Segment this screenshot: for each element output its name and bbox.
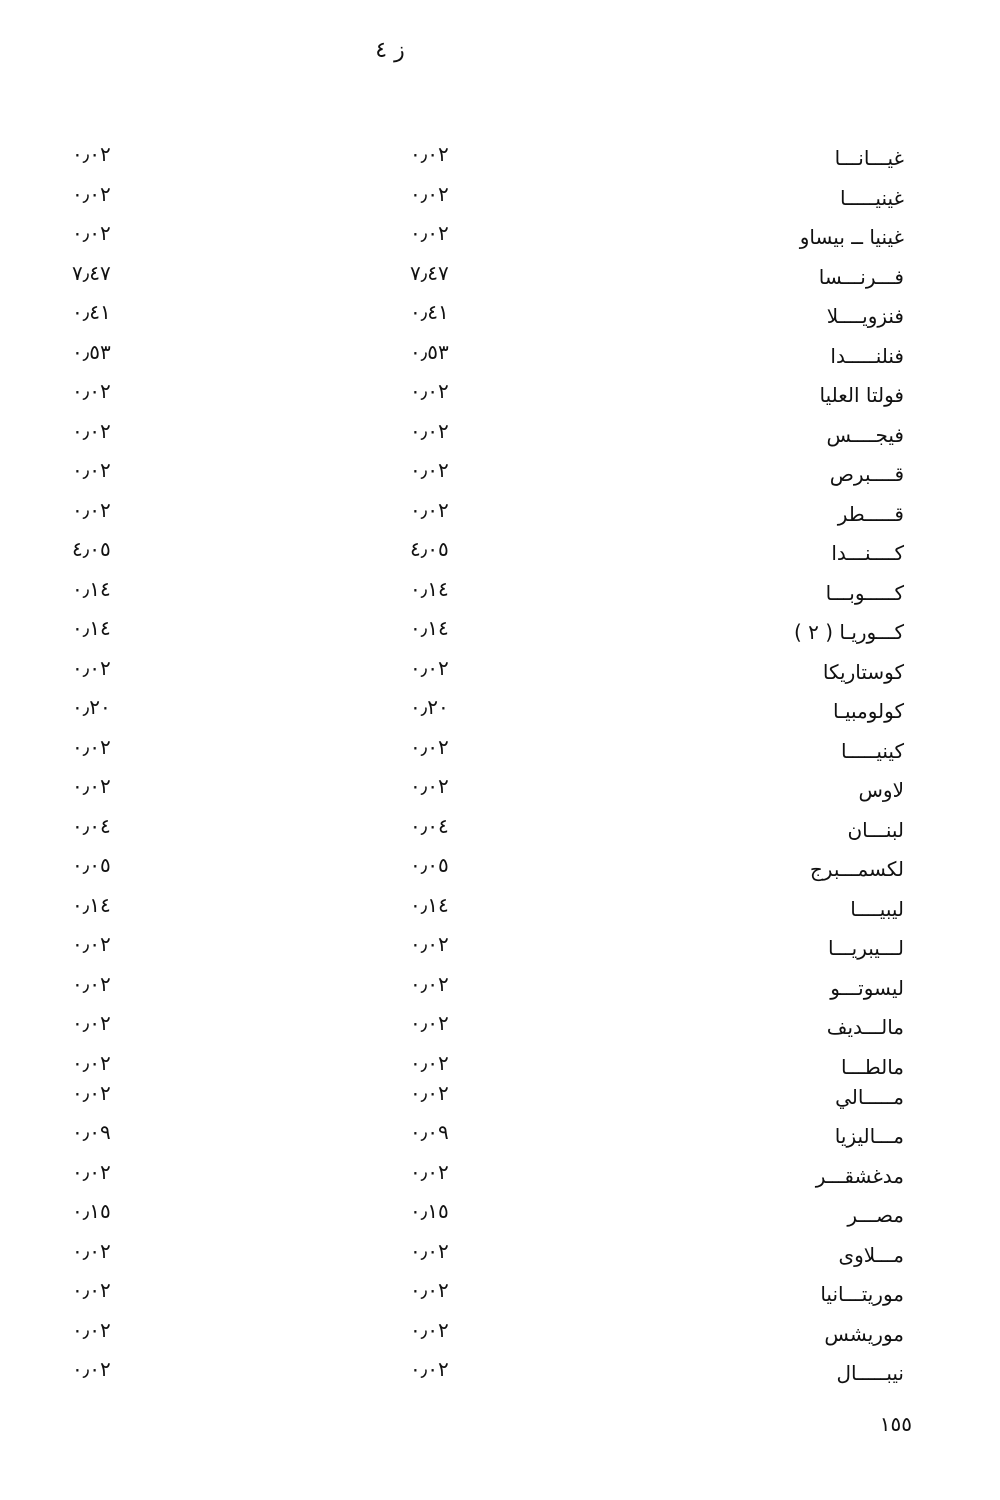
country-name: مـــلاوى [838, 1242, 904, 1267]
value-column-2: ٠٫٢٠ [72, 695, 111, 719]
value-column-2: ٠٫٥٣ [72, 339, 111, 364]
table-row [0, 573, 1000, 613]
value-column-1: ٠٫٠٢ [410, 458, 449, 482]
table-row [0, 731, 1000, 771]
table-row [0, 415, 1000, 455]
value-column-2: ٠٫٠٢ [72, 734, 111, 759]
value-column-1: ٠٫٠٢ [410, 774, 449, 798]
table-row [0, 454, 1000, 494]
country-name: لكسمـــبرج [809, 857, 904, 881]
value-column-1: ٠٫٠٢ [410, 418, 449, 443]
value-column-2: ٠٫٠٢ [72, 1011, 111, 1035]
value-column-1: ٠٫٠٢ [410, 1357, 449, 1381]
table-row [0, 1007, 1000, 1047]
table-row [0, 494, 1000, 534]
value-column-2: ٠٫١٤ [72, 576, 111, 601]
table-row [0, 810, 1000, 850]
table-row [0, 652, 1000, 692]
value-column-2: ٠٫١٤ [72, 892, 111, 917]
table-row [0, 889, 1000, 929]
value-column-2: ٠٫٠٢ [72, 1357, 111, 1381]
value-column-2: ٠٫٠٢ [72, 418, 111, 443]
country-name: فنلنـــــدا [830, 343, 904, 368]
table-row [0, 1116, 1000, 1156]
country-name: كوستاريكا [822, 659, 904, 684]
value-column-2: ٠٫١٤ [72, 616, 111, 640]
table-row [0, 770, 1000, 810]
value-column-1: ٠٫٢٠ [410, 695, 449, 719]
value-column-2: ٠٫٠٢ [72, 379, 111, 403]
value-column-1: ٠٫٤١ [410, 300, 449, 324]
value-column-2: ٠٫٠٢ [72, 971, 111, 996]
value-column-1: ٠٫٠٢ [410, 1050, 449, 1075]
table-row [0, 375, 1000, 415]
table-row [0, 296, 1000, 336]
country-name: غينيا ــ بيساو [799, 225, 904, 249]
value-column-2: ٠٫٠٢ [72, 1317, 111, 1342]
value-column-1: ٠٫٠٤ [410, 813, 449, 838]
value-column-1: ٠٫٠٢ [410, 497, 449, 522]
table-row [0, 1156, 1000, 1196]
value-column-2: ٠٫٠٢ [72, 1050, 111, 1075]
value-column-1: ٠٫٠٢ [410, 1317, 449, 1342]
value-column-2: ٠٫٠٢ [72, 458, 111, 482]
country-name: لاوس [858, 778, 904, 802]
value-column-2: ٠٫٠٢ [72, 181, 111, 206]
country-name: غيـــانـــا [834, 146, 904, 170]
value-column-2: ٠٫٠٢ [72, 1080, 111, 1105]
table-row [0, 612, 1000, 652]
country-name: فنزويــــلا [826, 304, 904, 328]
country-name: مـــــالي [835, 1084, 904, 1109]
value-column-2: ٠٫١٥ [72, 1199, 111, 1223]
country-name: كـــوريـا ( ٢ ) [793, 620, 904, 644]
value-column-1: ٠٫٠٢ [410, 181, 449, 206]
country-name: لبنـــان [847, 817, 904, 842]
value-column-2: ٠٫٤١ [72, 300, 111, 324]
country-name: فـــرنـــسا [818, 264, 904, 289]
value-column-2: ٠٫٠٩ [72, 1120, 111, 1144]
value-column-1: ٠٫٠٢ [410, 142, 449, 166]
table-row [0, 691, 1000, 731]
table-row [0, 178, 1000, 218]
table-row [0, 257, 1000, 297]
value-column-2: ٠٫٠٢ [72, 221, 111, 245]
value-column-1: ٤٫٠٥ [410, 537, 449, 561]
value-column-2: ٠٫٠٢ [72, 774, 111, 798]
value-column-1: ٠٫٥٣ [410, 339, 449, 364]
country-name: موريشس [824, 1321, 904, 1346]
country-name: مصـــر [847, 1203, 904, 1227]
value-column-2: ٠٫٠٢ [72, 497, 111, 522]
table-row [0, 1047, 1000, 1077]
value-column-1: ٠٫٠٢ [410, 221, 449, 245]
value-column-1: ٠٫٠٢ [410, 1011, 449, 1035]
value-column-1: ٠٫٠٢ [410, 1159, 449, 1184]
value-column-1: ٠٫٠٩ [410, 1120, 449, 1144]
table-row [0, 1235, 1000, 1275]
country-name: مـــاليزيا [834, 1124, 904, 1148]
table-row [0, 849, 1000, 889]
country-name: كــــنـــدا [831, 541, 904, 565]
country-name: فولتا العليا [819, 383, 904, 407]
country-name: كـــــوبـــا [825, 580, 904, 605]
value-column-2: ٤٫٠٥ [72, 537, 111, 561]
value-column-1: ٠٫٠٢ [410, 734, 449, 759]
value-column-1: ٠٫٠٢ [410, 1080, 449, 1105]
country-name: قــــبرص [829, 462, 904, 486]
page-header: ز ٤ [375, 38, 405, 63]
table-row [0, 217, 1000, 257]
value-column-1: ٠٫١٥ [410, 1199, 449, 1223]
value-column-2: ٠٫٠٢ [72, 142, 111, 166]
table-row [0, 1195, 1000, 1235]
country-name: ليبيــــا [850, 896, 904, 921]
country-table [0, 138, 1000, 1393]
value-column-2: ٧٫٤٧ [72, 260, 111, 285]
value-column-2: ٠٫٠٢ [72, 1159, 111, 1184]
value-column-2: ٠٫٠٥ [72, 853, 111, 877]
table-row [0, 1353, 1000, 1393]
country-name: كولومبيـا [832, 699, 904, 723]
value-column-1: ٠٫١٤ [410, 616, 449, 640]
value-column-1: ٠٫٠٢ [410, 971, 449, 996]
value-column-2: ٠٫٠٢ [72, 1278, 111, 1302]
country-name: ليسوتـــو [830, 975, 904, 1000]
country-name: لـــيبريـــا [827, 936, 904, 960]
value-column-1: ٠٫٠٢ [410, 655, 449, 680]
value-column-1: ٠٫٠٥ [410, 853, 449, 877]
country-name: نيبـــــال [836, 1361, 904, 1385]
country-name: مالـــديف [826, 1015, 904, 1039]
country-name: مالطـــا [841, 1054, 904, 1079]
country-name: غينيـــــا [840, 185, 904, 210]
country-name: كينيـــــا [840, 738, 904, 763]
country-name: فيجــــس [826, 422, 904, 447]
table-row [0, 928, 1000, 968]
table-row [0, 533, 1000, 573]
value-column-1: ٠٫٠٢ [410, 379, 449, 403]
table-row [0, 138, 1000, 178]
value-column-1: ٠٫٠٢ [410, 932, 449, 956]
value-column-2: ٠٫٠٢ [72, 1238, 111, 1263]
value-column-2: ٠٫٠٢ [72, 932, 111, 956]
country-name: مدغشقـــر [815, 1163, 904, 1188]
value-column-1: ٠٫١٤ [410, 576, 449, 601]
value-column-1: ٠٫١٤ [410, 892, 449, 917]
table-row [0, 1274, 1000, 1314]
country-name: قـــــطر [837, 501, 904, 526]
table-row [0, 968, 1000, 1008]
value-column-1: ٠٫٠٢ [410, 1278, 449, 1302]
country-name: موريتـــانيا [820, 1282, 904, 1306]
page-number: ١٥٥ [879, 1412, 912, 1436]
table-row [0, 336, 1000, 376]
value-column-1: ٧٫٤٧ [410, 260, 449, 285]
value-column-2: ٠٫٠٢ [72, 655, 111, 680]
value-column-2: ٠٫٠٤ [72, 813, 111, 838]
table-row [0, 1314, 1000, 1354]
value-column-1: ٠٫٠٢ [410, 1238, 449, 1263]
table-row [0, 1077, 1000, 1117]
